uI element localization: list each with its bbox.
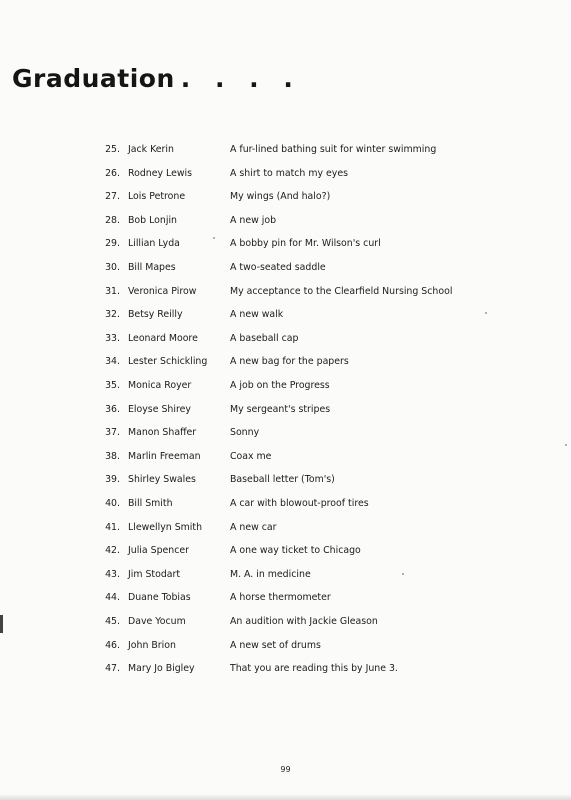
entry-gift: A horse thermometer [230,592,331,604]
entry-number: 36. [105,403,120,415]
entry-gift: A new walk [230,309,284,321]
entry-gift: That you are reading this by June 3. [230,663,398,675]
entry-gift: A one way ticket to Chicago [230,545,361,557]
entry-name: John Brion [128,639,176,651]
entry-name: Jim Stodart [128,568,181,580]
page-title [12,64,301,93]
entry-name: Lester Schickling [128,356,208,368]
entry-gift: A fur-lined bathing suit for winter swimming [230,144,437,155]
entry-number: 45. [105,616,120,627]
entry-gift: Sonny [230,427,260,439]
entry-name: Rodney Lewis [128,167,192,179]
entry-number: 27. [105,191,120,203]
entry-gift: A new set of drums [230,639,321,651]
scan-bottom-shadow [0,794,571,800]
entry-number: 40. [105,498,120,509]
heading-dots: . . . . [180,64,301,93]
entry-number: 38. [105,450,120,462]
entry-number: 33. [105,332,120,344]
entry-number: 29. [105,238,120,250]
scan-speck [565,444,567,446]
entry-name: Manon Shaffer [128,427,197,439]
entry-name: Marlin Freeman [128,450,201,462]
entry-name: Betsy Reilly [128,309,183,321]
entry-name: Bill Smith [128,498,173,509]
entry-gift: An audition with Jackie Gleason [230,616,378,627]
entry-number: 35. [105,380,120,391]
entry-gift: My wings (And halo?) [230,191,331,203]
heading-text: Graduation [12,64,175,93]
entry-number: 43. [105,568,120,580]
scan-speck [402,573,404,575]
entry-name: Lois Petrone [128,191,186,203]
entry-number: 41. [105,521,120,533]
entry-gift: A new job [230,214,277,226]
entry-name: Monica Royer [128,380,192,391]
entry-gift: A new bag for the papers [230,356,349,368]
entry-name: Mary Jo Bigley [128,663,195,675]
entry-number: 26. [105,167,120,179]
entry-gift: Baseball letter (Tom's) [230,474,335,486]
entry-name: Lillian Lyda [128,238,180,250]
entry-name: Bill Mapes [128,262,176,273]
entry-number: 34. [105,356,120,368]
entry-gift: A baseball cap [230,332,299,344]
entry-number: 42. [105,545,120,557]
entry-name: Veronica Pirow [128,285,197,297]
entry-name: Bob Lonjin [128,214,177,226]
scan-edge-mark [0,615,3,633]
entry-name: Dave Yocum [128,616,186,627]
entry-name: Llewellyn Smith [128,521,203,533]
page-number: 99 [280,765,291,774]
entry-number: 30. [105,262,120,273]
entry-gift: My sergeant's stripes [230,403,331,415]
entry-gift: Coax me [230,450,272,462]
entry-number: 47. [105,663,120,675]
entry-gift: A bobby pin for Mr. Wilson's curl [230,238,381,250]
entry-gift: A new car [230,521,277,533]
scan-speck [485,312,487,314]
entry-number: 32. [105,309,120,321]
entry-gift: A car with blowout-proof tires [230,498,369,509]
entry-name: Jack Kerin [128,144,174,155]
entry-number: 37. [105,427,120,439]
entry-number: 25. [105,144,120,155]
entry-name: Leonard Moore [128,332,198,344]
entry-gift: A shirt to match my eyes [230,167,348,179]
entry-number: 39. [105,474,120,486]
entry-gift: M. A. in medicine [230,568,311,580]
entry-number: 31. [105,285,120,297]
entry-gift: A two-seated saddle [230,262,326,273]
entry-gift: A job on the Progress [230,380,330,391]
entry-name: Eloyse Shirey [128,403,191,415]
entry-gift: My acceptance to the Clearfield Nursing School [230,285,453,297]
scan-speck [213,237,215,239]
entry-name: Duane Tobias [128,592,191,604]
entry-number: 44. [105,592,120,604]
entry-number: 46. [105,639,120,651]
entry-name: Julia Spencer [128,545,190,557]
entry-number: 28. [105,214,120,226]
entry-name: Shirley Swales [128,474,196,486]
